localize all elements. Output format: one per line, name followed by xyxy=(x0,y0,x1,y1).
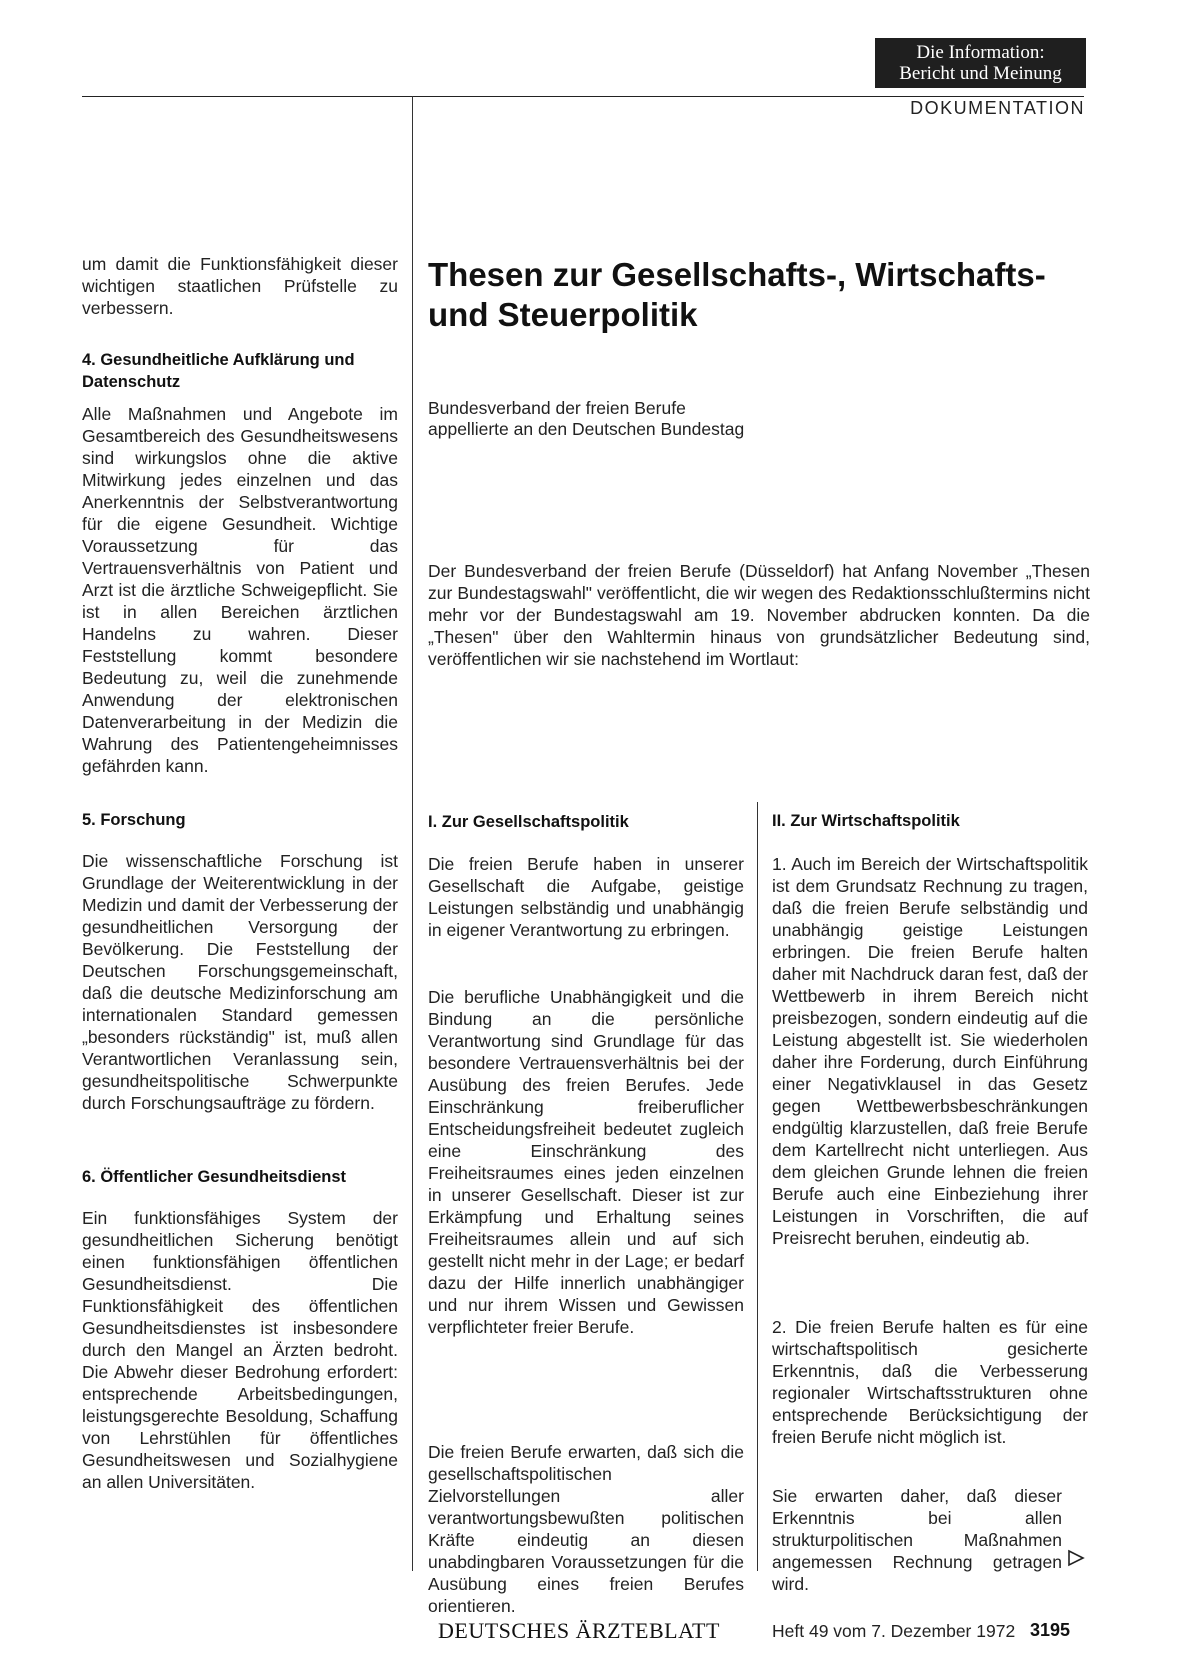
rubric-badge xyxy=(875,38,1086,88)
footer-issue: Heft 49 vom 7. Dezember 1972 xyxy=(772,1621,1016,1641)
middle-paragraph-2: Die berufliche Unabhängigkeit und die Bindung an die persönliche Verantwortung sind Grundlage für das besondere Vertrauensverhältnis bei der Ausübung des freien Berufes. Jede Einschränkung freiberuflicher Entscheidungsfreiheit bedeutet zugleich eine Einschränkung des Freiheitsraumes eines jeden einzelnen in unserer Gesellschaft. Dieser ist zur Erkämpfung und Erhaltung seines Freiheitsraumes allein und auf sich gestellt nicht mehr in der Lage; er bedarf dazu der Hilfe innerlich unabhängiger und nur ihrem Wissen und Gewissen verpflichteter freier Berufe. xyxy=(428,987,744,1337)
rubric-badge-line2: Bericht und Meinung xyxy=(899,63,1062,84)
heading-wirtschaftspolitik: II. Zur Wirtschaftspolitik xyxy=(772,812,960,830)
column-divider-sub xyxy=(757,802,758,1571)
continue-arrow-icon xyxy=(1067,1549,1085,1567)
section-heading-6: 6. Öffentlicher Gesundheitsdienst xyxy=(82,1168,347,1186)
article-lead-line1: Bundesverband der freien Berufe xyxy=(428,398,686,418)
section-body-6: Ein funktionsfähiges System der gesundheitlichen Sicherung benötigt einen funktionsfähigen öffentlichen Gesundheitsdienst. Die Funktionsfähigkeit des öffentlichen Gesundheitsdienstes ist insbesondere durch den Mangel an Ärzten bedroht. Die Abwehr dieser Bedrohung erfordert: entsprechende Arbeitsbedingungen, leistungsgerechte Besoldung, Schaffung von Lehrstühlen für öffentliches Gesundheitswesen und Sozialhygiene an allen Universitäten. xyxy=(82,1208,398,1492)
footer-magazine: DEUTSCHES ÄRZTEBLATT xyxy=(438,1618,720,1643)
right-paragraph-3: Sie erwarten daher, daß dieser Erkenntnis bei allen strukturpolitischen Maßnahmen angemessen Rechnung getragen wird. xyxy=(772,1486,1062,1594)
article-intro: Der Bundesverband der freien Berufe (Düsseldorf) hat Anfang November „Thesen zur Bundestagswahl" veröffentlicht, die wir wegen des Redaktionsschlußtermins nicht mehr vor der Bundestagswahl am 19. November abdrucken konnten. Da die „Thesen" über den Wahltermin hinaus von grundsätzlicher Bedeutung sind, veröffentlichen wir sie nachstehend im Wortlaut: xyxy=(428,561,1090,669)
footer-page-number: 3195 xyxy=(1030,1620,1071,1640)
article-lead xyxy=(428,398,848,440)
column-divider-main xyxy=(412,96,413,1571)
section-heading-4: 4. Gesundheitliche Aufklärung und Datenschutz xyxy=(82,351,355,391)
section-label: DOKUMENTATION xyxy=(910,98,1085,118)
heading-gesellschaftspolitik: I. Zur Gesellschaftspolitik xyxy=(428,813,629,831)
middle-paragraph-1: Die freien Berufe haben in unserer Gesellschaft die Aufgabe, geistige Leistungen selbständig und unabhängig in eigener Verantwortung zu erbringen. xyxy=(428,854,744,940)
right-paragraph-1: 1. Auch im Bereich der Wirtschaftspolitik ist dem Grundsatz Rechnung zu tragen, daß die freien Berufe selbständig und unabhängig geistige Leistungen erbringen. Die freien Berufe halten daher mit Nachdruck daran fest, daß der Wettbewerb in ihrem Bereich nicht preisbezogen, sondern eindeutig auf die Leistung abgestellt ist. Sie wiederholen daher ihre Forderung, durch Einführung einer Negativklausel in das Gesetz gegen Wettbewerbsbeschränkungen endgültig klarzustellen, daß freie Berufe dem Kartellrecht nicht unterliegen. Aus dem gleichen Grunde lehnen die freien Berufe auch eine Einbeziehung ihrer Leistungen in Vorschriften, die auf Preisrecht beruhen, eindeutig ab. xyxy=(772,854,1088,1248)
article-lead-line2: appellierte an den Deutschen Bundestag xyxy=(428,419,745,439)
middle-paragraph-3: Die freien Berufe erwarten, daß sich die gesellschaftspolitischen Zielvorstellungen aller verantwortungsbewußten politischen Kräfte eindeutig an diesen unabdingbaren Voraussetzungen für die Ausübung eines freien Berufes orientieren. xyxy=(428,1442,744,1616)
header-rule xyxy=(82,96,1084,97)
rubric-badge-line1: Die Information: xyxy=(916,42,1045,63)
right-paragraph-2: 2. Die freien Berufe halten es für eine wirtschaftspolitisch gesicherte Erkenntnis, daß die Verbesserung regionaler Wirtschaftsstrukturen ohne entsprechende Berücksichtigung der freien Berufe nicht möglich ist. xyxy=(772,1317,1088,1447)
article-title: Thesen zur Gesellschafts-, Wirtschafts- und Steuerpolitik xyxy=(428,256,1046,333)
section-heading-5: 5. Forschung xyxy=(82,811,186,829)
section-body-5: Die wissenschaftliche Forschung ist Grundlage der Weiterentwicklung in der Medizin und damit der Verbesserung der gesundheitlichen Versorgung der Bevölkerung. Die Feststellung der Deutschen Forschungsgemeinschaft, daß die deutsche Medizinforschung am internationalen Standard gemessen „besonders rückständig" ist, muß allen Verantwortlichen Veranlassung sein, gesundheitspolitische Schwerpunkte durch Forschungsaufträge zu fördern. xyxy=(82,851,398,1113)
section-body-4: Alle Maßnahmen und Angebote im Gesamtbereich des Gesundheitswesens sind wirkungslos ohne die aktive Mitwirkung jedes einzelnen und das Anerkenntnis der Selbstverantwortung für die eigene Gesundheit. Wichtige Voraussetzung für das Vertrauensverhältnis von Patient und Arzt ist die ärztliche Schweigepflicht. Sie ist in allen Bereichen ärztlichen Handelns zu wahren. Dieser Feststellung kommt besondere Bedeutung zu, weil die zunehmende Anwendung der elektronischen Datenverarbeitung in der Medizin die Wahrung des Patientengeheimnisses gefährden kann. xyxy=(82,404,398,776)
left-intro-text: um damit die Funktionsfähigkeit dieser wichtigen staatlichen Prüfstelle zu verbessern. xyxy=(82,254,398,318)
